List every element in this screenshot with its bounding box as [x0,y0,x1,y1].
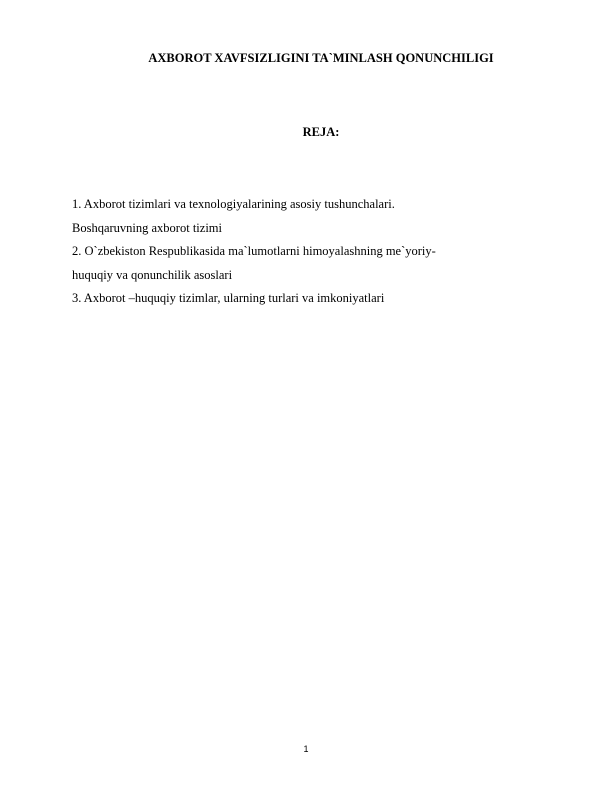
plan-heading: REJA: [302,125,340,139]
plan-item-1-line-1: 1. Axborot tizimlari va texnologiyalarining asosiy tushunchalari. [72,197,395,211]
plan-item-2-line-1: 2. O`zbekiston Respublikasida ma`lumotlarni himoyalashning me`yoriy- [72,244,436,258]
plan-item-3-line-1: 3. Axborot –huquqiy tizimlar, ularning turlari va imkoniyatlari [72,291,385,305]
page-number: 1 [303,744,309,754]
plan-item-1-line-2: Boshqaruvning axborot tizimi [72,220,222,235]
plan-list [72,193,512,311]
document-title: AXBOROT XAVFSIZLIGINI TA`MINLASH QONUNCHILIGI [148,51,494,65]
plan-item-2-line-2: huquqiy va qonunchilik asoslari [72,267,233,282]
